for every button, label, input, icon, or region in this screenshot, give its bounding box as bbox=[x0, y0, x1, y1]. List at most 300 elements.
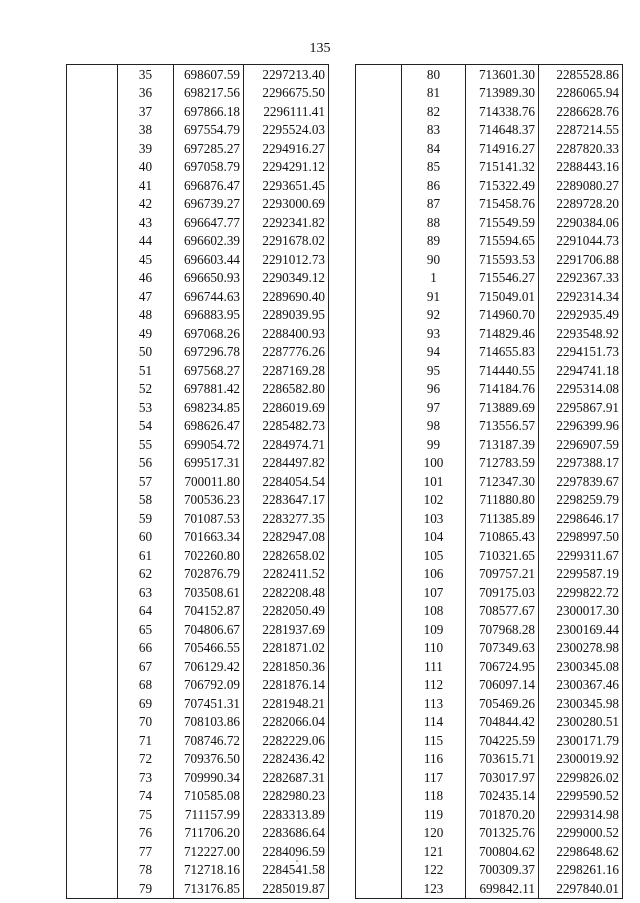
blank-cell bbox=[356, 287, 402, 306]
table-row bbox=[356, 861, 623, 880]
x-coordinate-cell: 700011.80 bbox=[174, 472, 244, 491]
blank-cell bbox=[67, 657, 118, 676]
x-coordinate-cell: 700804.62 bbox=[466, 842, 539, 861]
x-coordinate-cell: 713176.85 bbox=[174, 879, 244, 898]
x-coordinate-cell: 706097.14 bbox=[466, 676, 539, 695]
blank-cell bbox=[67, 65, 118, 84]
point-number-cell: 119 bbox=[402, 805, 466, 824]
blank-cell bbox=[356, 472, 402, 491]
blank-cell bbox=[356, 213, 402, 232]
table-row bbox=[356, 768, 623, 787]
x-coordinate-cell: 712347.30 bbox=[466, 472, 539, 491]
y-coordinate-cell: 2290384.06 bbox=[539, 213, 623, 232]
blank-cell bbox=[67, 602, 118, 621]
y-coordinate-cell: 2283313.89 bbox=[244, 805, 329, 824]
point-number-cell: 112 bbox=[402, 676, 466, 695]
point-number-cell: 56 bbox=[118, 454, 174, 473]
x-coordinate-cell: 715141.32 bbox=[466, 158, 539, 177]
table-row bbox=[67, 84, 329, 103]
x-coordinate-cell: 697285.27 bbox=[174, 139, 244, 158]
table-row bbox=[67, 657, 329, 676]
table-row bbox=[67, 602, 329, 621]
y-coordinate-cell: 2282411.52 bbox=[244, 565, 329, 584]
point-number-cell: 51 bbox=[118, 361, 174, 380]
y-coordinate-cell: 2281871.02 bbox=[244, 639, 329, 658]
blank-cell bbox=[67, 620, 118, 639]
blank-cell bbox=[356, 491, 402, 510]
y-coordinate-cell: 2282687.31 bbox=[244, 768, 329, 787]
table-row bbox=[356, 565, 623, 584]
blank-cell bbox=[67, 509, 118, 528]
point-number-cell: 113 bbox=[402, 694, 466, 713]
y-coordinate-cell: 2289690.40 bbox=[244, 287, 329, 306]
point-number-cell: 74 bbox=[118, 787, 174, 806]
point-number-cell: 35 bbox=[118, 65, 174, 84]
y-coordinate-cell: 2282658.02 bbox=[244, 546, 329, 565]
point-number-cell: 121 bbox=[402, 842, 466, 861]
point-number-cell: 118 bbox=[402, 787, 466, 806]
x-coordinate-cell: 705469.26 bbox=[466, 694, 539, 713]
y-coordinate-cell: 2300019.92 bbox=[539, 750, 623, 769]
x-coordinate-cell: 715593.53 bbox=[466, 250, 539, 269]
table-row bbox=[356, 602, 623, 621]
x-coordinate-cell: 697881.42 bbox=[174, 380, 244, 399]
table-row bbox=[356, 306, 623, 325]
point-number-cell: 50 bbox=[118, 343, 174, 362]
x-coordinate-cell: 704806.67 bbox=[174, 620, 244, 639]
point-number-cell: 115 bbox=[402, 731, 466, 750]
point-number-cell: 43 bbox=[118, 213, 174, 232]
blank-cell bbox=[67, 361, 118, 380]
table-row bbox=[67, 398, 329, 417]
x-coordinate-cell: 706129.42 bbox=[174, 657, 244, 676]
point-number-cell: 84 bbox=[402, 139, 466, 158]
x-coordinate-cell: 698234.85 bbox=[174, 398, 244, 417]
point-number-cell: 94 bbox=[402, 343, 466, 362]
blank-cell bbox=[67, 435, 118, 454]
y-coordinate-cell: 2298648.62 bbox=[539, 842, 623, 861]
blank-cell bbox=[356, 269, 402, 288]
table-row bbox=[67, 509, 329, 528]
point-number-cell: 105 bbox=[402, 546, 466, 565]
table-row bbox=[67, 805, 329, 824]
blank-cell bbox=[67, 583, 118, 602]
x-coordinate-cell: 697068.26 bbox=[174, 324, 244, 343]
x-coordinate-cell: 715546.27 bbox=[466, 269, 539, 288]
y-coordinate-cell: 2295867.91 bbox=[539, 398, 623, 417]
x-coordinate-cell: 702876.79 bbox=[174, 565, 244, 584]
blank-cell bbox=[67, 139, 118, 158]
point-number-cell: 90 bbox=[402, 250, 466, 269]
y-coordinate-cell: 2284054.54 bbox=[244, 472, 329, 491]
y-coordinate-cell: 2288400.93 bbox=[244, 324, 329, 343]
point-number-cell: 122 bbox=[402, 861, 466, 880]
x-coordinate-cell: 697058.79 bbox=[174, 158, 244, 177]
y-coordinate-cell: 2297388.17 bbox=[539, 454, 623, 473]
point-number-cell: 63 bbox=[118, 583, 174, 602]
table-row bbox=[356, 361, 623, 380]
x-coordinate-cell: 699517.31 bbox=[174, 454, 244, 473]
point-number-cell: 54 bbox=[118, 417, 174, 436]
blank-cell bbox=[67, 84, 118, 103]
x-coordinate-cell: 710321.65 bbox=[466, 546, 539, 565]
blank-cell bbox=[67, 158, 118, 177]
point-number-cell: 116 bbox=[402, 750, 466, 769]
table-row bbox=[67, 250, 329, 269]
blank-cell bbox=[67, 121, 118, 140]
blank-cell bbox=[356, 879, 402, 898]
x-coordinate-cell: 697866.18 bbox=[174, 102, 244, 121]
blank-cell bbox=[67, 343, 118, 362]
point-number-cell: 107 bbox=[402, 583, 466, 602]
blank-cell bbox=[356, 176, 402, 195]
y-coordinate-cell: 2281948.21 bbox=[244, 694, 329, 713]
x-coordinate-cell: 709376.50 bbox=[174, 750, 244, 769]
table-row bbox=[356, 509, 623, 528]
table-row bbox=[356, 639, 623, 658]
y-coordinate-cell: 2291706.88 bbox=[539, 250, 623, 269]
table-row bbox=[67, 195, 329, 214]
table-row bbox=[67, 306, 329, 325]
blank-cell bbox=[67, 102, 118, 121]
x-coordinate-cell: 698217.56 bbox=[174, 84, 244, 103]
point-number-cell: 55 bbox=[118, 435, 174, 454]
table-row bbox=[356, 491, 623, 510]
table-row bbox=[356, 676, 623, 695]
table-row bbox=[67, 380, 329, 399]
blank-cell bbox=[356, 435, 402, 454]
x-coordinate-cell: 709990.34 bbox=[174, 768, 244, 787]
blank-cell bbox=[67, 546, 118, 565]
y-coordinate-cell: 2288443.16 bbox=[539, 158, 623, 177]
blank-cell bbox=[356, 694, 402, 713]
x-coordinate-cell: 696739.27 bbox=[174, 195, 244, 214]
point-number-cell: 79 bbox=[118, 879, 174, 898]
y-coordinate-cell: 2295314.08 bbox=[539, 380, 623, 399]
y-coordinate-cell: 2296675.50 bbox=[244, 84, 329, 103]
point-number-cell: 77 bbox=[118, 842, 174, 861]
y-coordinate-cell: 2289728.20 bbox=[539, 195, 623, 214]
table-row bbox=[356, 657, 623, 676]
blank-cell bbox=[356, 657, 402, 676]
point-number-cell: 73 bbox=[118, 768, 174, 787]
table-row bbox=[67, 565, 329, 584]
y-coordinate-cell: 2299822.72 bbox=[539, 583, 623, 602]
table-row bbox=[67, 879, 329, 898]
y-coordinate-cell: 2284497.82 bbox=[244, 454, 329, 473]
x-coordinate-cell: 714960.70 bbox=[466, 306, 539, 325]
y-coordinate-cell: 2298997.50 bbox=[539, 528, 623, 547]
table-row bbox=[356, 546, 623, 565]
table-row bbox=[356, 824, 623, 843]
x-coordinate-cell: 709757.21 bbox=[466, 565, 539, 584]
y-coordinate-cell: 2284541.58 bbox=[244, 861, 329, 880]
blank-cell bbox=[67, 842, 118, 861]
y-coordinate-cell: 2300171.79 bbox=[539, 731, 623, 750]
x-coordinate-cell: 708746.72 bbox=[174, 731, 244, 750]
blank-cell bbox=[67, 491, 118, 510]
blank-cell bbox=[356, 158, 402, 177]
blank-cell bbox=[67, 306, 118, 325]
x-coordinate-cell: 715458.76 bbox=[466, 195, 539, 214]
blank-cell bbox=[356, 842, 402, 861]
point-number-cell: 92 bbox=[402, 306, 466, 325]
blank-cell bbox=[67, 676, 118, 695]
table-row bbox=[356, 583, 623, 602]
y-coordinate-cell: 2292341.82 bbox=[244, 213, 329, 232]
x-coordinate-cell: 706792.09 bbox=[174, 676, 244, 695]
y-coordinate-cell: 2284974.71 bbox=[244, 435, 329, 454]
blank-cell bbox=[67, 380, 118, 399]
x-coordinate-cell: 710585.08 bbox=[174, 787, 244, 806]
blank-cell bbox=[356, 639, 402, 658]
point-number-cell: 89 bbox=[402, 232, 466, 251]
point-number-cell: 61 bbox=[118, 546, 174, 565]
y-coordinate-cell: 2293651.45 bbox=[244, 176, 329, 195]
blank-cell bbox=[356, 620, 402, 639]
x-coordinate-cell: 699842.11 bbox=[466, 879, 539, 898]
x-coordinate-cell: 704225.59 bbox=[466, 731, 539, 750]
y-coordinate-cell: 2299826.02 bbox=[539, 768, 623, 787]
x-coordinate-cell: 708577.67 bbox=[466, 602, 539, 621]
x-coordinate-cell: 700536.23 bbox=[174, 491, 244, 510]
point-number-cell: 117 bbox=[402, 768, 466, 787]
y-coordinate-cell: 2290349.12 bbox=[244, 269, 329, 288]
table-row bbox=[356, 620, 623, 639]
point-number-cell: 69 bbox=[118, 694, 174, 713]
y-coordinate-cell: 2295524.03 bbox=[244, 121, 329, 140]
x-coordinate-cell: 698607.59 bbox=[174, 65, 244, 84]
blank-cell bbox=[356, 232, 402, 251]
table-row bbox=[67, 694, 329, 713]
table-row bbox=[356, 158, 623, 177]
blank-cell bbox=[67, 768, 118, 787]
table-row bbox=[356, 232, 623, 251]
y-coordinate-cell: 2285528.86 bbox=[539, 65, 623, 84]
table-row bbox=[356, 324, 623, 343]
blank-cell bbox=[356, 121, 402, 140]
y-coordinate-cell: 2300345.98 bbox=[539, 694, 623, 713]
x-coordinate-cell: 713187.39 bbox=[466, 435, 539, 454]
blank-cell bbox=[356, 195, 402, 214]
blank-cell bbox=[356, 805, 402, 824]
point-number-cell: 45 bbox=[118, 250, 174, 269]
y-coordinate-cell: 2282066.04 bbox=[244, 713, 329, 732]
y-coordinate-cell: 2281876.14 bbox=[244, 676, 329, 695]
blank-cell bbox=[356, 454, 402, 473]
blank-cell bbox=[356, 824, 402, 843]
table-row bbox=[67, 417, 329, 436]
x-coordinate-cell: 707968.28 bbox=[466, 620, 539, 639]
y-coordinate-cell: 2292314.34 bbox=[539, 287, 623, 306]
table-row bbox=[356, 435, 623, 454]
table-row bbox=[67, 842, 329, 861]
table-row bbox=[67, 639, 329, 658]
table-row bbox=[67, 787, 329, 806]
point-number-cell: 109 bbox=[402, 620, 466, 639]
point-number-cell: 36 bbox=[118, 84, 174, 103]
y-coordinate-cell: 2293000.69 bbox=[244, 195, 329, 214]
blank-cell bbox=[67, 731, 118, 750]
table-row bbox=[67, 435, 329, 454]
blank-cell bbox=[67, 694, 118, 713]
x-coordinate-cell: 715322.49 bbox=[466, 176, 539, 195]
table-row bbox=[356, 269, 623, 288]
x-coordinate-cell: 701870.20 bbox=[466, 805, 539, 824]
x-coordinate-cell: 701087.53 bbox=[174, 509, 244, 528]
blank-cell bbox=[356, 250, 402, 269]
point-number-cell: 52 bbox=[118, 380, 174, 399]
blank-cell bbox=[67, 750, 118, 769]
point-number-cell: 82 bbox=[402, 102, 466, 121]
blank-cell bbox=[67, 713, 118, 732]
table-row bbox=[356, 176, 623, 195]
y-coordinate-cell: 2292367.33 bbox=[539, 269, 623, 288]
blank-cell bbox=[67, 879, 118, 898]
y-coordinate-cell: 2297213.40 bbox=[244, 65, 329, 84]
table-row bbox=[356, 380, 623, 399]
point-number-cell: 98 bbox=[402, 417, 466, 436]
y-coordinate-cell: 2289080.27 bbox=[539, 176, 623, 195]
point-number-cell: 104 bbox=[402, 528, 466, 547]
x-coordinate-cell: 711706.20 bbox=[174, 824, 244, 843]
x-coordinate-cell: 708103.86 bbox=[174, 713, 244, 732]
point-number-cell: 47 bbox=[118, 287, 174, 306]
table-row bbox=[67, 861, 329, 880]
point-number-cell: 78 bbox=[118, 861, 174, 880]
table-row bbox=[67, 232, 329, 251]
point-number-cell: 75 bbox=[118, 805, 174, 824]
table-row bbox=[67, 546, 329, 565]
blank-cell bbox=[356, 361, 402, 380]
x-coordinate-cell: 714916.27 bbox=[466, 139, 539, 158]
x-coordinate-cell: 696883.95 bbox=[174, 306, 244, 325]
blank-cell bbox=[67, 195, 118, 214]
table-row bbox=[356, 713, 623, 732]
table-row bbox=[67, 158, 329, 177]
y-coordinate-cell: 2282050.49 bbox=[244, 602, 329, 621]
point-number-cell: 81 bbox=[402, 84, 466, 103]
table-row bbox=[356, 398, 623, 417]
blank-cell bbox=[67, 861, 118, 880]
y-coordinate-cell: 2282436.42 bbox=[244, 750, 329, 769]
point-number-cell: 102 bbox=[402, 491, 466, 510]
point-number-cell: 64 bbox=[118, 602, 174, 621]
y-coordinate-cell: 2297839.67 bbox=[539, 472, 623, 491]
blank-cell bbox=[67, 472, 118, 491]
table-row bbox=[356, 287, 623, 306]
y-coordinate-cell: 2287820.33 bbox=[539, 139, 623, 158]
y-coordinate-cell: 2300280.51 bbox=[539, 713, 623, 732]
blank-cell bbox=[356, 768, 402, 787]
table-row bbox=[67, 528, 329, 547]
blank-cell bbox=[356, 139, 402, 158]
point-number-cell: 103 bbox=[402, 509, 466, 528]
table-row bbox=[356, 195, 623, 214]
blank-cell bbox=[356, 676, 402, 695]
x-coordinate-cell: 710865.43 bbox=[466, 528, 539, 547]
point-number-cell: 66 bbox=[118, 639, 174, 658]
x-coordinate-cell: 696602.39 bbox=[174, 232, 244, 251]
x-coordinate-cell: 698626.47 bbox=[174, 417, 244, 436]
page-number: 135 bbox=[309, 41, 331, 56]
table-row bbox=[356, 750, 623, 769]
blank-cell bbox=[356, 602, 402, 621]
table-row bbox=[67, 454, 329, 473]
x-coordinate-cell: 702435.14 bbox=[466, 787, 539, 806]
point-number-cell: 1 bbox=[402, 269, 466, 288]
y-coordinate-cell: 2282208.48 bbox=[244, 583, 329, 602]
x-coordinate-cell: 706724.95 bbox=[466, 657, 539, 676]
table-row bbox=[67, 361, 329, 380]
x-coordinate-cell: 715594.65 bbox=[466, 232, 539, 251]
point-number-cell: 41 bbox=[118, 176, 174, 195]
blank-cell bbox=[356, 102, 402, 121]
y-coordinate-cell: 2291678.02 bbox=[244, 232, 329, 251]
x-coordinate-cell: 702260.80 bbox=[174, 546, 244, 565]
point-number-cell: 57 bbox=[118, 472, 174, 491]
y-coordinate-cell: 2299590.52 bbox=[539, 787, 623, 806]
blank-cell bbox=[356, 306, 402, 325]
stray-mark bbox=[296, 860, 298, 862]
y-coordinate-cell: 2294151.73 bbox=[539, 343, 623, 362]
x-coordinate-cell: 704844.42 bbox=[466, 713, 539, 732]
table-row bbox=[67, 269, 329, 288]
y-coordinate-cell: 2292935.49 bbox=[539, 306, 623, 325]
x-coordinate-cell: 703508.61 bbox=[174, 583, 244, 602]
x-coordinate-cell: 713889.69 bbox=[466, 398, 539, 417]
y-coordinate-cell: 2299000.52 bbox=[539, 824, 623, 843]
y-coordinate-cell: 2296907.59 bbox=[539, 435, 623, 454]
table-row bbox=[67, 824, 329, 843]
table-row bbox=[356, 250, 623, 269]
point-number-cell: 46 bbox=[118, 269, 174, 288]
blank-cell bbox=[67, 250, 118, 269]
y-coordinate-cell: 2285019.87 bbox=[244, 879, 329, 898]
y-coordinate-cell: 2282980.23 bbox=[244, 787, 329, 806]
table-row bbox=[67, 343, 329, 362]
y-coordinate-cell: 2294741.18 bbox=[539, 361, 623, 380]
blank-cell bbox=[67, 269, 118, 288]
x-coordinate-cell: 712783.59 bbox=[466, 454, 539, 473]
x-coordinate-cell: 697296.78 bbox=[174, 343, 244, 362]
table-row bbox=[356, 65, 623, 84]
table-row bbox=[356, 879, 623, 898]
table-row bbox=[356, 731, 623, 750]
point-number-cell: 42 bbox=[118, 195, 174, 214]
blank-cell bbox=[356, 565, 402, 584]
left-coordinate-table bbox=[66, 64, 329, 899]
table-row bbox=[356, 417, 623, 436]
y-coordinate-cell: 2282229.06 bbox=[244, 731, 329, 750]
blank-cell bbox=[356, 787, 402, 806]
point-number-cell: 123 bbox=[402, 879, 466, 898]
point-number-cell: 76 bbox=[118, 824, 174, 843]
point-number-cell: 62 bbox=[118, 565, 174, 584]
point-number-cell: 44 bbox=[118, 232, 174, 251]
point-number-cell: 39 bbox=[118, 139, 174, 158]
blank-cell bbox=[356, 583, 402, 602]
table-row bbox=[67, 620, 329, 639]
x-coordinate-cell: 713601.30 bbox=[466, 65, 539, 84]
x-coordinate-cell: 697568.27 bbox=[174, 361, 244, 380]
point-number-cell: 87 bbox=[402, 195, 466, 214]
y-coordinate-cell: 2286628.76 bbox=[539, 102, 623, 121]
blank-cell bbox=[356, 417, 402, 436]
table-row bbox=[67, 731, 329, 750]
y-coordinate-cell: 2298646.17 bbox=[539, 509, 623, 528]
point-number-cell: 120 bbox=[402, 824, 466, 843]
